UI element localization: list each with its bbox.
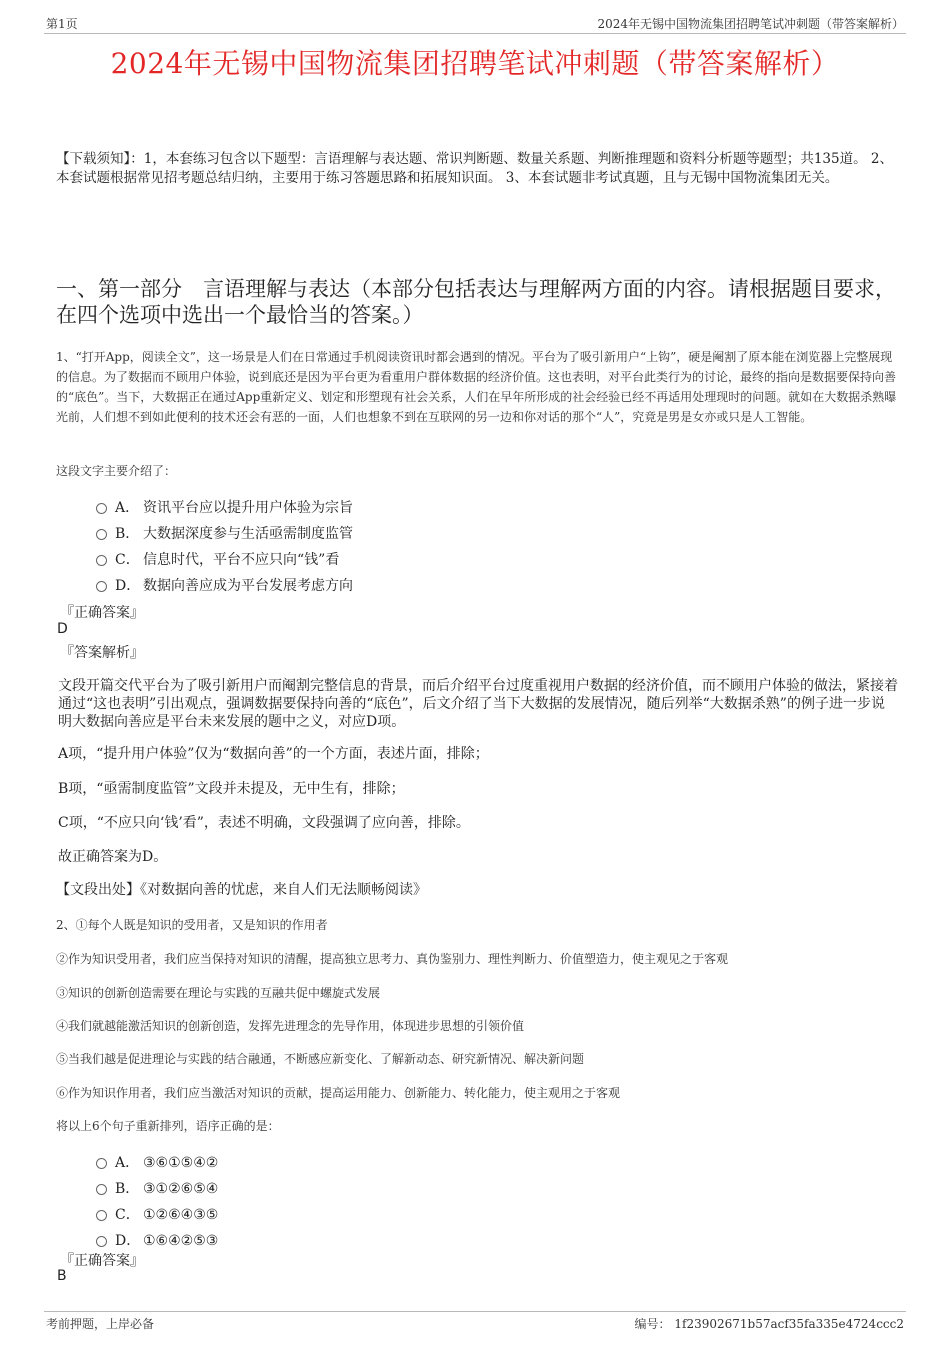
- option-letter: B．: [115, 526, 140, 542]
- q2-option-d[interactable]: [96, 1230, 218, 1250]
- question-1-stem: 1、“打开App，阅读全文”，这一场景是人们在日常通过手机阅读资讯时都会遇到的情况。平台为了吸引新用户“上钩”，硬是阉割了原本能在浏览器上完整展现的信息。为了数据而不顾用户体验，说到底还是因为平台更为看重用户群体数据的经济价值。这也表明，对平台此类行为的讨论，最终的指向是数据要保持向善的“底色”。当下，大数据正在通过App重新定义、划定和形塑现有社会关系，人们在早年所形成的社会经验已经不再适用处理现时的问题。就如在大数据杀熟曝光前，人们想不到如此便利的技术还会有恶的一面，人们也想象不到在互联网的另一边和你对话的那个“人”，究竟是男是女亦或只是人工智能。: [56, 350, 897, 424]
- q1-option-b[interactable]: [96, 523, 353, 543]
- question-2-stem: 2、①每个人既是知识的受用者，又是知识的作用者: [56, 918, 328, 932]
- q2-option-c[interactable]: [96, 1204, 218, 1224]
- q2-sentence-6: ⑥作为知识作用者，我们应当激活对知识的贡献，提高运用能力、创新能力、转化能力，使主观用之于客观: [56, 1086, 621, 1100]
- option-text: ①⑥④②⑤③: [143, 1233, 219, 1249]
- footer-slogan: 考前押题，上岸必备: [46, 1317, 155, 1331]
- q2-sentence-3: ③知识的创新创造需要在理论与实践的互融共促中螺旋式发展: [56, 986, 381, 1000]
- footer-doc-id: 编号： 1f23902671b57acf35fa335e4724ccc2: [634, 1317, 904, 1331]
- question-1-prompt: 这段文字主要介绍了：: [56, 464, 177, 478]
- option-letter: B．: [115, 1181, 140, 1197]
- q2-answer-label: 『正确答案』: [60, 1253, 144, 1269]
- option-text: 大数据深度参与生活亟需制度监管: [143, 526, 353, 542]
- radio-icon[interactable]: [96, 555, 107, 566]
- q1-option-c[interactable]: [96, 549, 339, 569]
- q2-answer: B: [57, 1268, 67, 1284]
- option-letter: D．: [115, 578, 141, 594]
- option-text: 资讯平台应以提升用户体验为宗旨: [143, 500, 353, 516]
- question-2-prompt: 将以上6个句子重新排列，语序正确的是：: [56, 1119, 280, 1133]
- option-letter: D．: [115, 1233, 141, 1249]
- download-notice: 【下载须知】：1，本套练习包含以下题型：言语理解与表达题、常识判断题、数量关系题、判断推理题和资料分析题等题型；共135道。 2、本套试题根据常见招考题总结归纳，主要用于练习答题思路和拓展知识面。 3、本套试题非考试真题，且与无锡中国物流集团无关。: [56, 151, 893, 186]
- option-text: ③①②⑥⑤④: [143, 1181, 219, 1197]
- q2-option-a[interactable]: [96, 1152, 218, 1172]
- q1-explain-b: B项，“亟需制度监管”文段并未提及，无中生有，排除；: [58, 781, 405, 797]
- q1-answer-label: 『正确答案』: [60, 605, 144, 621]
- q2-option-b[interactable]: [96, 1178, 218, 1198]
- header-divider: [44, 33, 906, 34]
- page-number: 第1页: [46, 17, 78, 31]
- footer-divider: [44, 1311, 906, 1312]
- q1-source: 【文段出处】《对数据向善的忧虑，来自人们无法顺畅阅读》: [56, 882, 427, 898]
- header-doc-title: 2024年无锡中国物流集团招聘笔试冲刺题（带答案解析）: [597, 17, 904, 31]
- radio-icon[interactable]: [96, 1236, 107, 1247]
- option-text: 信息时代，平台不应只向“钱”看: [143, 552, 340, 568]
- q2-sentence-2: ②作为知识受用者，我们应当保持对知识的清醒，提高独立思考力、真伪鉴别力、理性判断力、价值塑造力，使主观见之于客观: [56, 952, 729, 966]
- q2-sentence-5: ⑤当我们越是促进理论与实践的结合融通，不断感应新变化、了解新动态、研究新情况、解决新问题: [56, 1052, 585, 1066]
- option-letter: A．: [115, 500, 140, 516]
- option-text: ③⑥①⑤④②: [143, 1155, 219, 1171]
- q1-option-d[interactable]: [96, 575, 353, 595]
- q1-answer: D: [57, 621, 68, 637]
- radio-icon[interactable]: [96, 503, 107, 514]
- option-letter: C．: [115, 1207, 140, 1223]
- q1-option-a[interactable]: [96, 497, 353, 517]
- section-heading: 一、第一部分 言语理解与表达（本部分包括表达与理解两方面的内容。请根据题目要求，在四个选项中选出一个最恰当的答案。）: [56, 277, 896, 327]
- radio-icon[interactable]: [96, 1158, 107, 1169]
- radio-icon[interactable]: [96, 529, 107, 540]
- option-letter: A．: [115, 1155, 140, 1171]
- q1-explain-a: A项，“提升用户体验”仅为“数据向善”的一个方面，表述片面，排除；: [58, 746, 489, 762]
- page-title: 2024年无锡中国物流集团招聘笔试冲刺题（带答案解析）: [110, 47, 840, 80]
- q1-analysis: 文段开篇交代平台为了吸引新用户而阉割完整信息的背景，而后介绍平台过度重视用户数据的经济价值，而不顾用户体验的做法，紧接着通过“这也表明”引出观点，强调数据要保持向善的“底色”，后文介绍了当下大数据的发展情况，随后列举“大数据杀熟”的例子进一步说明大数据向善应是平台未来发展的题中之义，对应D项。: [58, 678, 898, 730]
- q1-conclusion: 故正确答案为D。: [58, 849, 168, 865]
- q1-explain-c: C项，“不应只向‘钱’看”，表述不明确，文段强调了应向善，排除。: [58, 815, 470, 831]
- radio-icon[interactable]: [96, 581, 107, 592]
- option-text: ①②⑥④③⑤: [143, 1207, 219, 1223]
- radio-icon[interactable]: [96, 1184, 107, 1195]
- q1-analysis-label: 『答案解析』: [60, 645, 144, 661]
- q2-sentence-4: ④我们就越能激活知识的创新创造，发挥先进理念的先导作用，体现进步思想的引领价值: [56, 1019, 525, 1033]
- radio-icon[interactable]: [96, 1210, 107, 1221]
- option-letter: C．: [115, 552, 140, 568]
- option-text: 数据向善应成为平台发展考虑方向: [143, 578, 353, 594]
